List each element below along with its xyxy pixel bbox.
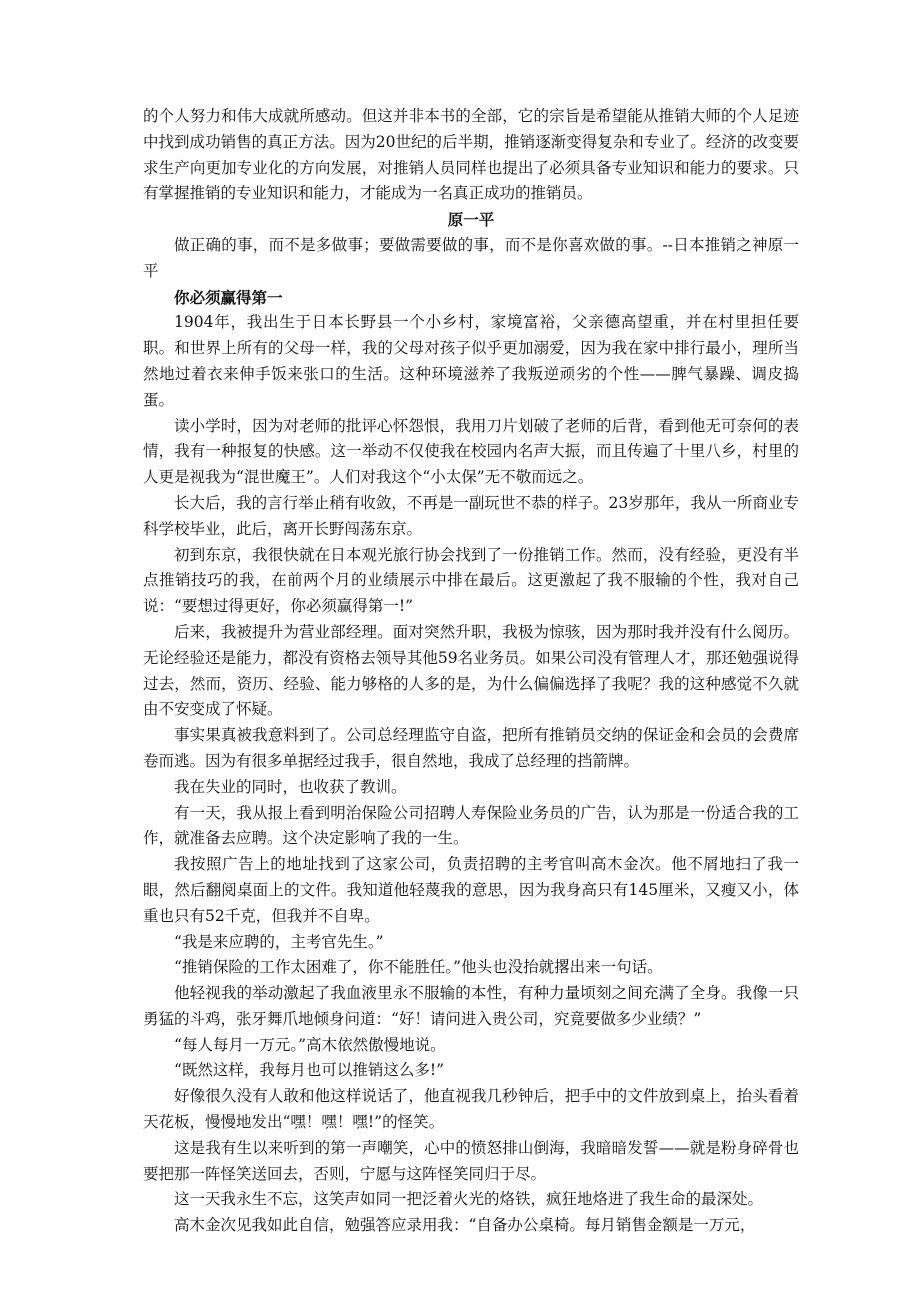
body-paragraph: 我在失业的同时，也收获了教训。 (174, 777, 407, 796)
document-body (143, 104, 799, 1239)
section-title: 原一平 (447, 210, 495, 230)
quote-paragraph: 做正确的事，而不是多做事；要做需要做的事，而不是你喜欢做的事。--日本推销之神原一平 (143, 235, 799, 280)
body-paragraph: 他轻视我的举动激起了我血液里永不服输的本性，有种力量顷刻之间充满了全身。我像一只勇猛的斗鸡，张牙舞爪地倾身问道：“好！请问进入贵公司，究竟要做多少业绩？” (143, 984, 799, 1028)
body-paragraph: 我按照广告上的地址找到了这家公司，负责招聘的主考官叫高木金次。他不屑地扫了我一眼，然后翻阅桌面上的文件。我知道他轻蔑我的意思，因为我身高只有145厘米，又瘦又小，体重也只有52千克，但我并不自卑。 (143, 855, 799, 925)
body-paragraph: 有一天，我从报上看到明治保险公司招聘人寿保险业务员的广告，认为那是一份适合我的工作，就准备去应聘。这个决定影响了我的一生。 (143, 803, 799, 848)
subheading: 你必须赢得第一 (174, 287, 283, 307)
body-paragraph: 高木金次见我如此自信，勉强答应录用我：“自备办公桌椅。每月销售金额是一万元， (174, 1216, 756, 1235)
dialogue-line: “我是来应聘的，主考官先生。” (174, 932, 384, 951)
intro-paragraph: 的个人努力和伟大成就所感动。但这并非本书的全部，它的宗旨是希望能从推销大师的个人足迹中找到成功销售的真正方法。因为20世纪的后半期，推销逐渐变得复杂和专业了。经济的改变要求生产向更加专业化的方向发展，对推销人员同样也提出了必须具备专业知识和能力的要求。只有掌握推销的专业知识和能力，才能成为一名真正成功的推销员。 (143, 107, 799, 203)
dialogue-line: “推销保险的工作太困难了，你不能胜任。”他头也没抬就撂出来一句话。 (174, 958, 663, 977)
body-paragraph: 这一天我永生不忘，这笑声如同一把泛着火光的烙铁，疯狂地烙进了我生命的最深处。 (174, 1190, 764, 1209)
body-paragraph: 读小学时，因为对老师的批评心怀怨恨，我用刀片划破了老师的后背，看到他无可奈何的表情，我有一种报复的快感。这一举动不仅使我在校园内名声大振，而且传遍了十里八乡，村里的人更是视我为“混世魔王”。人们对我这个“小太保”无不敬而远之。 (143, 416, 799, 487)
body-paragraph: 事实果真被我意料到了。公司总经理监守自盗，把所有推销员交纳的保证金和会员的会费席卷而逃。因为有很多单据经过我手，很自然地，我成了总经理的挡箭牌。 (143, 726, 799, 770)
body-paragraph: 这是我有生以来听到的第一声嘲笑，心中的愤怒排山倒海，我暗暗发誓——就是粉身碎骨也要把那一阵怪笑送回去，否则，宁愿与这阵怪笑同归于尽。 (143, 1138, 799, 1183)
body-paragraph: 初到东京，我很快就在日本观光旅行协会找到了一份推销工作。然而，没有经验，更没有半点推销技巧的我，在前两个月的业绩展示中排在最后。这更激起了我不服输的个性，我对自己说：“要想过得更好，你必须赢得第一!” (143, 545, 799, 616)
dialogue-line: “每人每月一万元。”高木依然傲慢地说。 (174, 1035, 446, 1054)
body-paragraph: 后来，我被提升为营业部经理。面对突然升职，我极为惊骇，因为那时我并没有什么阅历。无论经验还是能力，都没有资格去领导其他59名业务员。如果公司没有管理人才，那还勉强说得过去，然而，资历、经验、能力够格的人多的是，为什么偏偏选择了我呢？我的这种感觉不久就由不安变成了怀疑。 (143, 622, 799, 719)
body-paragraph: 1904年，我出生于日本长野县一个小乡村，家境富裕，父亲德高望重，并在村里担任要职。和世界上所有的父母一样，我的父母对孩子似乎更加溺爱，因为我在家中排行最小，理所当然地过着衣来伸手饭来张口的生活。这种环境滋养了我叛逆顽劣的个性——脾气暴躁、调皮捣蛋。 (143, 313, 799, 409)
dialogue-line: “既然这样，我每月也可以推销这么多!” (174, 1061, 445, 1080)
body-paragraph: 长大后，我的言行举止稍有收敛，不再是一副玩世不恭的样子。23岁那年，我从一所商业专科学校毕业，此后，离开长野闯荡东京。 (143, 493, 799, 538)
body-paragraph: 好像很久没有人敢和他这样说话了，他直视我几秒钟后，把手中的文件放到桌上，抬头看着天花板，慢慢地发出“嘿！嘿！嘿!”的怪笑。 (143, 1087, 799, 1132)
